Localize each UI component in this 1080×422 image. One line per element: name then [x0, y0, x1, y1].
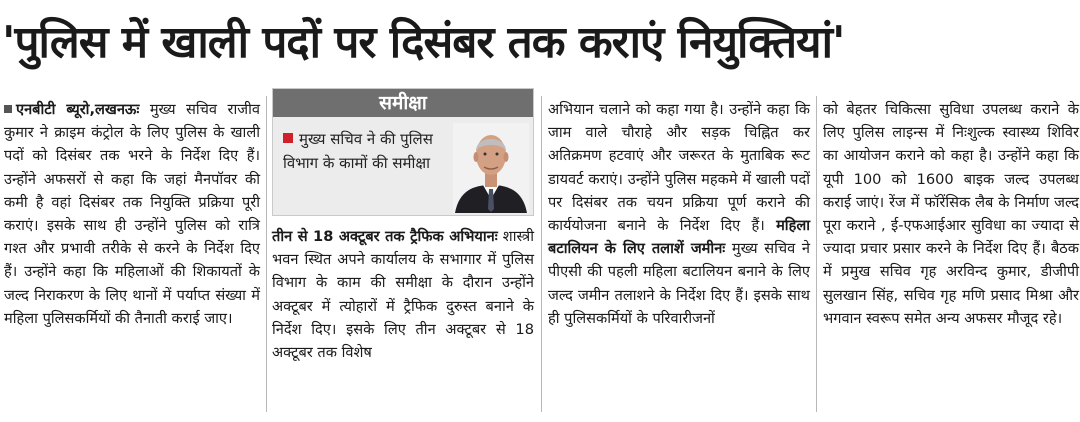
bullet-square-icon	[4, 105, 12, 113]
article-text: को बेहतर चिकित्सा सुविधा उपलब्ध कराने के लिए पुलिस लाइन्स में निःशुल्क स्वास्थ्य शिविर का आयोजन कराने को कहा है। उन्होंने कहा कि यूपी 100 को 1600 बाइक जल्द उपलब्ध कराई जाएं। रेंज में फॉरेंसिक लैब के निर्माण जल्द पूरा कराने , ई-एफआईआर सुविधा का ज्यादा से ज्यादा प्रचार प्रसार करने के निर्देश दिए हैं। बैठक में प्रमुख सचिव गृह अरविन्द कुमार, डीजीपी सुलखान सिंह, सचिव गृह मणि प्रसाद मिश्रा और भगवान स्वरूप समेत अन्य अफसर मौजूद रहे।	[823, 101, 1079, 327]
article-text: अभियान चलाने को कहा गया है। उन्होंने कहा कि जाम वाले चौराहे और सड़क चिह्नित कर अतिक्रमण हटवाएं और जरूरत के मुताबिक रूट डायवर्ट कराएं। उन्होंने पुलिस महकमे में खाली पदों पर दिसंबर तक चयन प्रक्रिया पूर्ण कराने की कार्ययोजना बनाने के निर्देश दिए हैं।	[548, 101, 810, 235]
article-text: मुख्य सचिव ने पीएसी की पहली महिला बटालियन बनाने के लिए जल्द जमीन तलाशने के निर्देश दिए हैं। इसके साथ ही पुलिसकर्मियों के परिवारीजनों	[548, 240, 811, 327]
subheading: तीन से 18 अक्टूबर तक ट्रैफिक अभियानः	[272, 228, 498, 245]
column-divider	[266, 96, 267, 412]
article-column-1	[4, 98, 260, 330]
article-text: शास्त्री भवन स्थित अपने कार्यालय के सभागार में पुलिस विभाग के काम की समीक्षा के दौरान उन्होंने अक्टूबर में त्योहारों में ट्रैफिक दुरुस्त बनाने के निर्देश दिए। इसके लिए तीन अक्टूबर से 18 अक्टूबर तक विशेष	[272, 228, 534, 362]
review-sidebar	[272, 88, 534, 216]
column-divider	[816, 96, 817, 412]
red-bullet-icon	[283, 133, 293, 143]
subheading: महिला बटालियन के लिए तलाशें जमीनः	[548, 217, 811, 258]
article-text: मुख्य सचिव राजीव कुमार ने क्राइम कंट्रोल के लिए पुलिस के खाली पदों को दिसंबर तक भरने के निर्देश दिए हैं। उन्होंने अफसरों से कहा कि जहां मैनपॉवर की कमी है वहां दिसंबर तक नियुक्ति प्रक्रिया पूरी कराएं। इसके साथ ही उन्होंने पुलिस को रात्रि गश्त और प्रभावी तरीके से करने के निर्देश दिए हैं। उन्होंने कहा कि महिलाओं की शिकायतों के जल्द निराकरण के लिए थानों में पर्याप्त संख्या में महिला पुलिसकर्मियों की तैनाती कराई जाए।	[4, 101, 260, 327]
sidebar-caption: मुख्य सचिव ने की पुलिस विभाग के कामों की समीक्षा	[283, 130, 433, 172]
dateline: एनबीटी ब्यूरो,लखनऊः	[16, 101, 140, 118]
portrait-image	[453, 123, 529, 213]
portrait-photo	[453, 123, 529, 213]
column-divider	[541, 96, 542, 412]
article-column-2	[272, 225, 534, 364]
sidebar-heading: समीक्षा	[273, 89, 533, 117]
article-column-3	[548, 98, 810, 330]
sidebar-caption-block	[283, 127, 443, 175]
article-column-4	[823, 98, 1079, 330]
headline: 'पुलिस में खाली पदों पर दिसंबर तक कराएं नियुक्तियां'	[2, 17, 845, 68]
